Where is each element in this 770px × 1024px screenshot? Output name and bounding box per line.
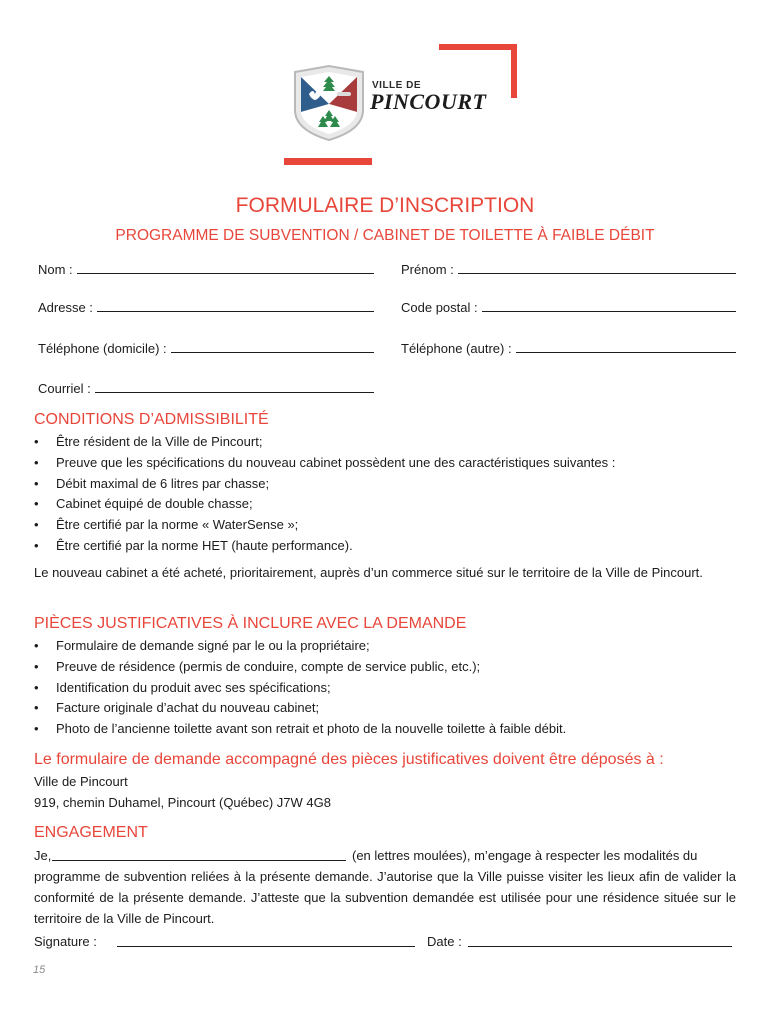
field-code-postal-label: Code postal :	[401, 300, 478, 315]
logo-underline-bar	[284, 158, 372, 165]
depot-line-1: Ville de Pincourt	[34, 774, 128, 789]
field-adresse[interactable]	[38, 300, 374, 315]
field-courriel-label: Courriel :	[38, 381, 91, 396]
list-item: • Cabinet équipé de double chasse;	[34, 494, 615, 515]
engagement-after-blank: (en lettres moulées), m’engage à respecter les modalités du	[352, 848, 698, 863]
field-code-postal[interactable]	[401, 300, 736, 315]
corner-accent-vertical	[511, 44, 517, 98]
engagement-name-line[interactable]	[52, 860, 346, 861]
depot-heading: Le formulaire de demande accompagné des pièces justificatives doivent être déposés à :	[34, 751, 664, 768]
engagement-heading: ENGAGEMENT	[34, 824, 148, 841]
corner-accent-horizontal	[439, 44, 517, 50]
signature-line[interactable]	[117, 946, 415, 947]
list-item: • Photo de l’ancienne toilette avant son retrait et photo de la nouvelle toilette à faible débit.	[34, 719, 566, 740]
logo-text-small: VILLE DE	[372, 80, 422, 91]
field-nom-label: Nom :	[38, 262, 73, 277]
field-adresse-label: Adresse :	[38, 300, 93, 315]
pieces-heading: PIÈCES JUSTIFICATIVES À INCLURE AVEC LA DEMANDE	[34, 615, 467, 632]
date-label: Date :	[427, 934, 462, 949]
conditions-paragraph: Le nouveau cabinet a été acheté, prioritairement, auprès d’un commerce situé sur le territoire de la Ville de Pincourt.	[34, 565, 703, 580]
conditions-list	[34, 432, 615, 557]
field-prenom-label: Prénom :	[401, 262, 454, 277]
list-item: • Formulaire de demande signé par le ou la propriétaire;	[34, 636, 566, 657]
list-item: • Être certifié par la norme « WaterSense »;	[34, 515, 615, 536]
list-item: • Débit maximal de 6 litres par chasse;	[34, 474, 615, 495]
list-item: • Être certifié par la norme HET (haute performance).	[34, 536, 615, 557]
engagement-je: Je,	[34, 848, 52, 863]
field-tel-autre-label: Téléphone (autre) :	[401, 341, 512, 356]
field-tel-autre[interactable]	[401, 341, 736, 356]
field-courriel-line[interactable]	[95, 391, 374, 393]
list-item: • Preuve de résidence (permis de conduire, compte de service public, etc.);	[34, 657, 566, 678]
list-item: • Preuve que les spécifications du nouveau cabinet possèdent une des caractéristiques suivantes :	[34, 453, 615, 474]
date-line[interactable]	[468, 946, 732, 947]
list-item: • Facture originale d’achat du nouveau cabinet;	[34, 698, 566, 719]
form-subtitle: PROGRAMME DE SUBVENTION / CABINET DE TOILETTE À FAIBLE DÉBIT	[115, 227, 655, 244]
field-nom[interactable]	[38, 262, 374, 277]
logo-text-city: PINCOURT	[370, 89, 487, 114]
field-tel-domicile-line[interactable]	[171, 351, 374, 353]
field-courriel[interactable]	[38, 381, 374, 396]
page-number: 15	[33, 964, 46, 976]
field-tel-autre-line[interactable]	[516, 351, 736, 353]
field-tel-domicile[interactable]	[38, 341, 374, 356]
field-code-postal-line[interactable]	[482, 310, 736, 312]
field-prenom-line[interactable]	[458, 272, 736, 274]
field-prenom[interactable]	[401, 262, 736, 277]
field-adresse-line[interactable]	[97, 310, 374, 312]
depot-line-2: 919, chemin Duhamel, Pincourt (Québec) J7W 4G8	[34, 795, 331, 810]
list-item: • Être résident de la Ville de Pincourt;	[34, 432, 615, 453]
engagement-paragraph: programme de subvention reliées à la présente demande. J’autorise que la Ville puisse visiter les lieux afin de valider la conformité de la présente demande. J’atteste que la subvention demandée est utilisée pour une résidence située sur le territoire de la Ville de Pincourt.	[34, 869, 736, 926]
pieces-list	[34, 636, 566, 740]
conditions-heading: CONDITIONS D’ADMISSIBILITÉ	[34, 411, 269, 428]
city-crest-logo	[289, 64, 369, 142]
form-title: FORMULAIRE D’INSCRIPTION	[235, 194, 535, 217]
field-nom-line[interactable]	[77, 272, 374, 274]
field-tel-domicile-label: Téléphone (domicile) :	[38, 341, 167, 356]
signature-label: Signature :	[34, 934, 97, 949]
list-item: • Identification du produit avec ses spécifications;	[34, 678, 566, 699]
